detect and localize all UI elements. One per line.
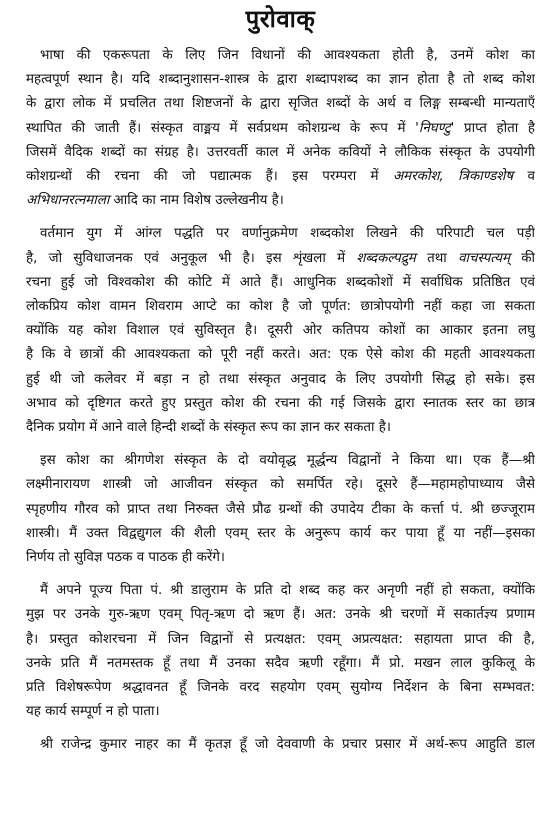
paragraph	[26, 449, 535, 570]
body-text-segment: है कि वे छात्रों की आवश्यकता को पूरी नहीं करते। अत: एक ऐसे कोश की महती आवश्यकता	[26, 347, 535, 363]
italic-title-text: अमरकोश, त्रिकाण्डशेष	[392, 169, 514, 185]
text-line	[26, 628, 535, 652]
text-line	[26, 522, 535, 546]
body-text-segment: निर्णय तो सुविज्ञ पठक व पाठक ही करेंगे।	[26, 550, 225, 566]
text-line	[26, 733, 535, 757]
text-line	[26, 368, 535, 392]
body-text-segment: यह कार्य सम्पूर्ण न हो पाता।	[26, 704, 160, 720]
italic-title-text: शब्दकल्पद्रुम	[356, 250, 416, 266]
body-text-segment: स्पृहणीय गौरव को प्राप्त तथा निरुक्त जैसे प्रौढ ग्रन्थों की उपादेय टीका के कर्त्ता पं. श्री छज्जूराम	[26, 501, 535, 517]
paragraph	[26, 222, 535, 440]
text-line	[26, 700, 535, 724]
paragraph	[26, 579, 535, 724]
body-text-segment: उनके प्रति मैं नतमस्तक हूँ तथा मैं उनका सदैव ऋणी रहूँगा। मैं प्रो. मखन लाल कुकिलू के	[26, 655, 535, 671]
text-line	[26, 676, 535, 700]
page-title: पुरोवाक्	[245, 5, 316, 33]
body-text-segment: क्योंकि यह कोश विशाल एवं सुविस्तृत है। दूसरी ओर कतिपय कोशों का आकार इतना लघु	[26, 323, 535, 339]
body-text-segment: रचना हुई जो विश्वकोश की कोटि में आते हैं। आधुनिक शब्दकोशों में सर्वाधिक प्रतिष्ठित एवं	[26, 274, 535, 290]
italic-title-text: अभिधानरत्नमाला	[26, 193, 110, 209]
italic-title-text: 'निघण्टु'	[415, 120, 455, 136]
body-text-segment: इस कोश का श्रीगणेश संस्कृत के दो वयोवृद्ध मूर्द्धन्य विद्वानों ने किया था। एक हैं—श्री	[40, 453, 535, 469]
body-text-segment: की	[509, 250, 535, 266]
text-line	[26, 392, 535, 416]
text-line	[26, 603, 535, 627]
body-text-segment: आदि का नाम विशेष उल्लेखनीय है।	[109, 193, 284, 209]
body-text-segment: प्रति विशेषरूपेण श्रद्धावनत हूँ जिनके वरद सहयोग एवम् सुयोग्य निर्देशन के बिना सम्भवत:	[26, 680, 535, 696]
text-line	[26, 546, 535, 570]
body-text-segment: व	[513, 169, 535, 185]
body-text-segment: है, जो सुविधाजनक एवं अनुकूल भी है। इस शृंखला में	[26, 250, 357, 266]
body-text-segment: अभाव को दृष्टिगत करते हुए प्रस्तुत कोश की रचना की गई जिसके द्वारा स्नातक स्तर का छात्र	[26, 395, 535, 411]
text-line	[26, 319, 535, 343]
body-text-segment: के द्वारा लोक में प्रचलित तथा शिष्टजनों के द्वारा सृजित शब्दों के अर्थ व लिङ्ग सम्बन्धी मान्यताएँ	[26, 96, 535, 112]
italic-title-text: वाचस्पत्यम्	[458, 250, 510, 266]
paragraph	[26, 44, 535, 213]
text-line	[26, 141, 535, 165]
text-line	[26, 416, 535, 440]
body-text-segment: लोकप्रिय कोश वामन शिवराम आप्टे का कोश है जो पूर्णत: छात्रोपयोगी नहीं कहा जा सकता	[26, 299, 535, 315]
body-text-segment: भाषा की एकरूपता के लिए जिन विधानों की आवश्यकता होती है, उनमें कोश का	[40, 48, 535, 63]
text-line	[26, 343, 535, 367]
body-text-segment: स्थापित की जाती हैं। संस्कृत वाङ्मय में सर्वप्रथम कोशग्रन्थ के रूप में	[26, 120, 416, 136]
body-text-segment: वर्तमान युग में आंग्ल पद्धति पर वर्णानुक्रमेण शब्दकोश लिखने की परिपाटी चल पड़ी	[40, 226, 535, 242]
body-text-segment: कोशग्रन्थों की रचना की जो पद्यात्मक हैं। इस परम्परा में	[26, 169, 393, 185]
document-body	[26, 44, 535, 758]
body-text-segment: हुई थी जो कलेवर में बड़ा न हो तथा संस्कृत अनुवाद के लिए उपयोगी सिद्ध हो सके। इस	[26, 371, 535, 387]
text-line	[26, 449, 535, 473]
text-line	[26, 473, 535, 497]
text-line	[26, 271, 535, 295]
text-line	[26, 189, 535, 213]
body-text-segment: जिसमें वैदिक शब्दों का संग्रह है। उत्तरवर्ती काल में अनेक कवियों ने लौकिक संस्कृत के उपयोगी	[26, 144, 535, 160]
text-line	[26, 652, 535, 676]
text-line	[26, 295, 535, 319]
text-line	[26, 247, 535, 271]
text-line	[26, 222, 535, 246]
text-line	[26, 68, 535, 92]
text-line	[26, 117, 535, 141]
text-line	[26, 165, 535, 189]
body-text-segment: प्राप्त होता है	[454, 120, 535, 136]
body-text-segment: महत्वपूर्ण स्थान है। यदि शब्दानुशासन-शास्त्र के द्वारा शब्दापशब्द का ज्ञान होता है तो शब्द कोश	[26, 72, 535, 88]
body-text-segment: लक्ष्मीनारायण शास्त्री जो आजीवन संस्कृत को समर्पित रहे। दूसरे हैं—महामहोपाध्याय जैसे	[26, 477, 535, 493]
body-text-segment: मैं अपने पूज्य पिता पं. श्री डालुराम के प्रति दो शब्द कह कर अनृणी नहीं हो सकता, क्योंकि	[40, 583, 535, 599]
body-text-segment: शास्त्री। मैं उक्त विद्वद्युगल की शैली एवम् स्तर के अनुरूप कार्य कर पाया हूँ या नहीं—इसका	[26, 525, 535, 541]
text-line	[26, 579, 535, 603]
body-text-segment: दैनिक प्रयोग में आने वाले हिन्दी शब्दों के संस्कृत रूप का ज्ञान कर सकता है।	[26, 420, 391, 436]
body-text-segment: तथा	[415, 250, 459, 266]
body-text-segment: है। प्रस्तुत कोशरचना में जिन विद्वानों से प्रत्यक्षत: एवम् अप्रत्यक्षत: सहायता प्राप्त की है,	[26, 631, 535, 647]
text-line	[26, 92, 535, 116]
text-line	[26, 44, 535, 68]
text-line	[26, 498, 535, 522]
body-text-segment: मुझ पर उनके गुरु-ऋण एवम् पितृ-ऋण दो ऋण हैं। अत: उनके श्री चरणों में सकार्तज्ञ्य प्रणाम	[26, 607, 535, 623]
body-text-segment: श्री राजेन्द्र कुमार नाहर का मैं कृतज्ञ हूँ जो देववाणी के प्रचार प्रसार में अर्थ-रूप आहुति डाल	[40, 737, 535, 753]
paragraph	[26, 733, 535, 757]
